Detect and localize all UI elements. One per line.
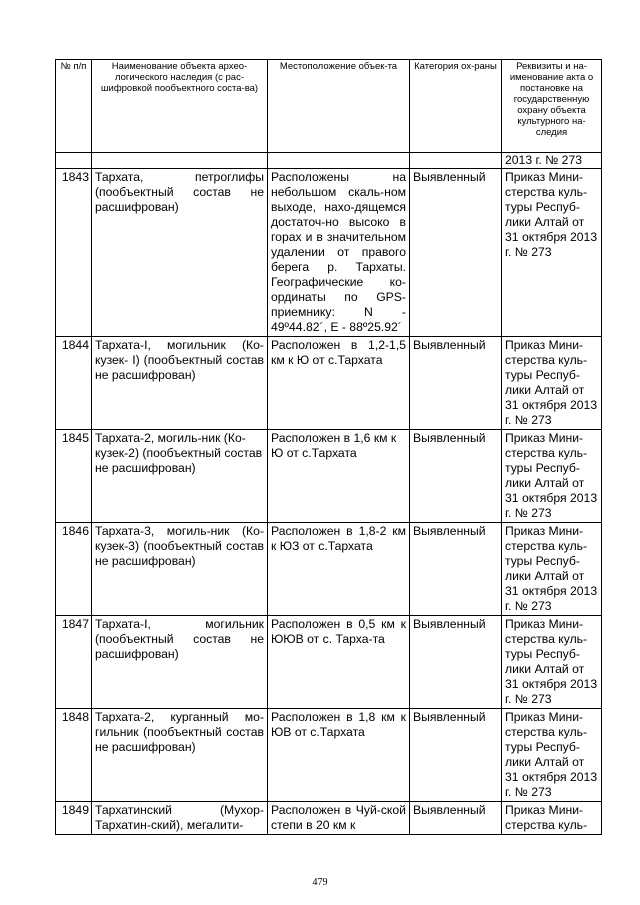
continuation-requisites: 2013 г. № 273 [502, 153, 602, 169]
row-number: 1845 [56, 430, 92, 523]
object-location: Расположен в 1,8 км к ЮВ от с.Тархата [268, 709, 410, 802]
object-location: Расположен в Чуй-ской степи в 20 км к [268, 802, 410, 835]
act-requisites: Приказ Мини-стерства куль-туры Респуб-лики Алтай от 31 октября 2013 г. № 273 [502, 709, 602, 802]
table-row [56, 802, 602, 835]
protection-category: Выявленный [410, 169, 502, 337]
protection-category: Выявленный [410, 430, 502, 523]
protection-category: Выявленный [410, 616, 502, 709]
object-name: Тархата-2, курганный мо-гильник (пообъектный состав не расшифрован) [92, 709, 268, 802]
protection-category: Выявленный [410, 709, 502, 802]
act-requisites: Приказ Мини-стерства куль-туры Респуб-лики Алтай от 31 октября 2013 г. № 273 [502, 430, 602, 523]
row-number: 1846 [56, 523, 92, 616]
act-requisites: Приказ Мини-стерства куль-туры Респуб-лики Алтай от 31 октября 2013 г. № 273 [502, 523, 602, 616]
row-number: 1848 [56, 709, 92, 802]
object-location: Расположен в 1,8-2 км к ЮЗ от с.Тархата [268, 523, 410, 616]
table-row [56, 709, 602, 802]
row-number: 1844 [56, 337, 92, 430]
header-act-requisites: Реквизиты и на-именование акта о постановке на государственную охрану объекта культурного на-следия [502, 60, 602, 153]
header-object-name: Наименование объекта архео-логического наследия (с рас-шифровкой пообъектного соста-ва) [92, 60, 268, 153]
object-name: Тархата-2, могиль-ник (Ко-кузек-2) (пообъектный состав не расшифрован) [92, 430, 268, 523]
table-header-row [56, 60, 602, 153]
object-location: Расположен в 0,5 км к ЮЮВ от с. Тарха-та [268, 616, 410, 709]
object-name: Тархатинский (Мухор-Тархатин-ский), мегалити- [92, 802, 268, 835]
protection-category: Выявленный [410, 337, 502, 430]
object-location: Расположен в 1,2-1,5 км к Ю от с.Тархата [268, 337, 410, 430]
heritage-register-table [55, 59, 602, 835]
table-row [56, 523, 602, 616]
object-name: Тархата-3, могиль-ник (Ко-кузек-3) (пообъектный состав не расшифрован) [92, 523, 268, 616]
protection-category: Выявленный [410, 523, 502, 616]
row-number: 1843 [56, 169, 92, 337]
header-protection-category: Категория ох-раны [410, 60, 502, 153]
act-requisites: Приказ Мини-стерства куль- [502, 802, 602, 835]
table-row [56, 430, 602, 523]
row-number: 1847 [56, 616, 92, 709]
row-number: 1849 [56, 802, 92, 835]
act-requisites: Приказ Мини-стерства куль-туры Респуб-лики Алтай от 31 октября 2013 г. № 273 [502, 169, 602, 337]
table-row [56, 616, 602, 709]
object-name: Тархата-I, могильник (пообъектный состав не расшифрован) [92, 616, 268, 709]
object-location: Расположены на небольшом скаль-ном выходе, нахо-дящемся достаточ-но высоко в горах и в значительном удалении от правого берега р. Тархаты. Географические ко-ординаты по GPS-приемнику: N - 49º44.82´, E - 88º25.92´ [268, 169, 410, 337]
page-number: 479 [312, 877, 328, 888]
table-row [56, 169, 602, 337]
continuation-row [56, 153, 602, 169]
header-location: Местоположение объек-та [268, 60, 410, 153]
act-requisites: Приказ Мини-стерства куль-туры Респуб-лики Алтай от 31 октября 2013 г. № 273 [502, 616, 602, 709]
object-location: Расположен в 1,6 км к Ю от с.Тархата [268, 430, 410, 523]
act-requisites: Приказ Мини-стерства куль-туры Респуб-лики Алтай от 31 октября 2013 г. № 273 [502, 337, 602, 430]
object-name: Тархата-I, могильник (Ко-кузек- I) (пообъектный состав не расшифрован) [92, 337, 268, 430]
protection-category: Выявленный [410, 802, 502, 835]
object-name: Тархата, петроглифы (пообъектный состав не расшифрован) [92, 169, 268, 337]
header-number: № п/п [56, 60, 92, 153]
table-row [56, 337, 602, 430]
